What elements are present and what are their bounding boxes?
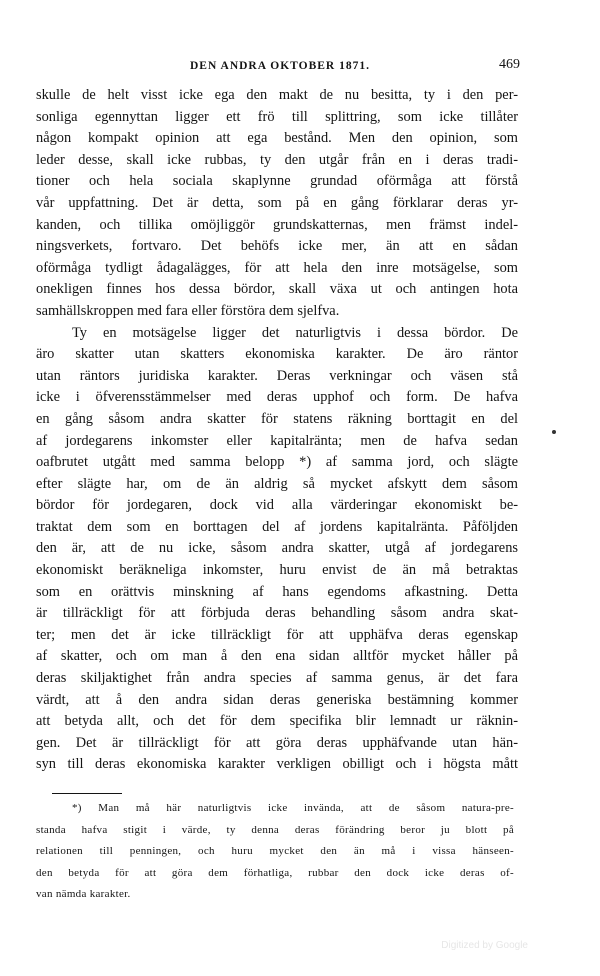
footnote-line: *) Man må här naturligtvis icke invända, att de såsom natura-pre- <box>72 802 514 814</box>
text-line: oafbrutet utgått med samma belopp *) af samma jord, och slägte <box>36 454 518 471</box>
text-line: leder desse, skall icke rubbas, ty den utgår från en i deras tradi- <box>36 151 518 168</box>
text-line: som en orättvis minskning af hans egendoms afkastning. Detta <box>36 583 518 600</box>
text-line: af skatter, och om man å den ena sidan alltför mycket håller på <box>36 648 518 665</box>
body-text <box>36 85 518 776</box>
text-line: samhällskroppen med fara eller förstöra dem sjelfva. <box>36 302 340 319</box>
text-line: Ty en motsägelse ligger det naturligtvis i dessa bördor. De <box>72 324 518 341</box>
watermark: Digitized by Google <box>441 940 528 951</box>
text-line: oförmåga tydligt ådagalägges, för att hela den inre motsägelse, som <box>36 259 518 276</box>
text-line: skulle de helt visst icke ega den makt de nu besitta, ty i den per- <box>36 87 518 103</box>
text-line: någon kompakt opinion att ega bestånd. Men den opinion, som <box>36 130 518 147</box>
text-line: utan räntors juridiska karakter. Deras verkningar och väsen stå <box>36 367 518 384</box>
text-line: ter; men det är icke tillräckligt för att upphäfva deras egenskap <box>36 626 518 643</box>
text-line: tioner och hela sociala skaplynne grundad oförmåga att förstå <box>36 173 518 190</box>
text-line: den är, att de nu icke, såsom andra skatter, utgå af jordegarens <box>36 540 518 557</box>
page-number: 469 <box>499 57 520 72</box>
text-line: vår uppfattning. Det är detta, som på en gång förklarar deras yr- <box>36 194 518 211</box>
footnote-line: van nämda karakter. <box>36 888 131 901</box>
text-line: syn till deras ekonomiska karakter verkligen obilligt och i högsta mått <box>36 756 518 773</box>
running-header <box>40 57 520 77</box>
text-line: värdt, att å den andra sidan deras generiska bestämning kommer <box>36 691 518 708</box>
text-line: onekligen finnes hos dessa bördor, skall växa ut och antingen hota <box>36 281 518 298</box>
footnote-line: den betyda för att göra dem förhatliga, rubbar den dock icke deras of- <box>36 866 514 879</box>
footnote <box>36 799 514 907</box>
text-line: äro skatter utan skatters ekonomiska karakter. De äro räntor <box>36 346 518 363</box>
text-line: är tillräckligt för att förbjuda deras behandling såsom andra skat- <box>36 605 518 622</box>
text-line: bördor för jordegaren, dock vid alla värderingar ekonomiskt be- <box>36 497 518 514</box>
footnote-rule <box>52 793 122 794</box>
text-line: sonliga egennyttan ligger ett frö till splittring, som icke tillåter <box>36 108 518 125</box>
text-line: efter slägte har, om de än aldrig så mycket afskytt dem såsom <box>36 475 518 492</box>
running-title: DEN ANDRA OKTOBER 1871. <box>190 60 370 72</box>
footnote-line: standa hafva stigit i värde, ty denna deras förändring beror ju blott på <box>36 823 514 836</box>
text-line: ningsverkets, fortvaro. Det behöfs icke mer, än att en sådan <box>36 238 518 255</box>
text-line: en gång såsom andra skatter för statens räkning borttagit en del <box>36 410 518 427</box>
text-line: traktat dem som en borttagen del af jordens kapitalränta. Påföljden <box>36 518 518 535</box>
text-line: att betyda allt, och det för dem specifika blir lemnadt ur räknin- <box>36 713 518 730</box>
text-line: af jordegarens inkomster eller kapitalränta; men de hafva sedan <box>36 432 518 449</box>
text-line: icke i öfverensstämmelser med deras upphof och form. De hafva <box>36 389 518 406</box>
text-line: ekonomiskt beräkneliga inkomster, huru envist de än må betraktas <box>36 562 518 579</box>
text-line: kanden, och tillika omöjliggör grundskatternas, men främst indel- <box>36 216 518 233</box>
text-line: deras skiljaktighet från andra species af samma genus, är det fara <box>36 670 518 687</box>
footnote-line: relationen till penningen, och huru mycket den än må i vissa hänseen- <box>36 845 514 858</box>
text-line: gen. Det är tillräckligt för att göra deras upphäfvande utan hän- <box>36 734 518 751</box>
margin-mark <box>552 430 556 434</box>
